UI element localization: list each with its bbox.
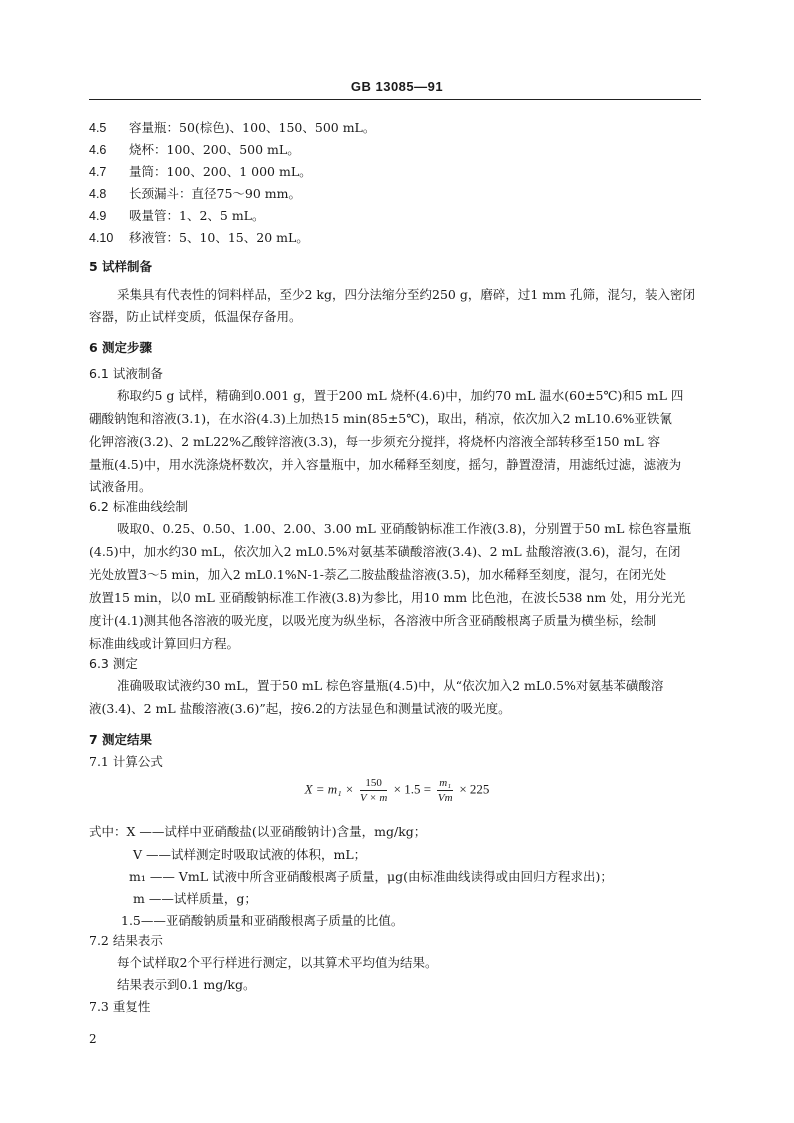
definition-line: m₁ —— VmL 试液中所含亚硝酸根离子质量，μg(由标准曲线读得或由回归方程求出)； (129, 869, 613, 884)
definition-line: V ——试样测定时吸取试液的体积，mL； (133, 847, 367, 862)
calculation-formula: X = m₁ × $\frac{150}{V \times m}$ × 1.5 = $\frac{\text{m₁}}{Vm}$ × 225 (304, 777, 490, 804)
fraction-1: $\frac{150}{V \times m}$ (359, 777, 388, 804)
paragraph-line: (4.5)中，加水约30 mL，依次加入2 mL0.5%对氨基苯磺酸溶液(3.4)、2 mL 盐酸溶液(3.6)，混匀，在闭 (89, 544, 681, 559)
subsection-6-2-title: 6.2 标准曲线绘制 (89, 499, 188, 514)
subsection-6-3-title: 6.3 测定 (89, 656, 138, 671)
section-5-title: 5 试样制备 (89, 259, 153, 274)
subsection-6-1-title: 6.1 试液制备 (89, 366, 163, 381)
header-code: GB 13085—91 (350, 79, 444, 94)
header-rule (89, 99, 701, 100)
paragraph-line: 液(3.4)、2 mL 盐酸溶液(3.6)”起，按6.2的方法显色和测量试液的吸光度。 (89, 701, 511, 716)
paragraph-line: 光处放置3～5 min，加入2 mL0.1%N-1-萘乙二胺盐酸盐溶液(3.5)，加水稀释至刻度，混匀，在闭光处 (89, 567, 667, 582)
list-item: 4.9 吸量管：1、2、5 mL。 (89, 208, 265, 223)
subsection-7-3-title: 7.3 重复性 (89, 999, 151, 1014)
paragraph-line: 化钾溶液(3.2)、2 mL22%乙酸锌溶液(3.3)，每一步须充分搅拌，将烧杯内溶液全部转移至150 mL 容 (89, 434, 661, 449)
paragraph-line: 标准曲线或计算回归方程。 (89, 636, 240, 651)
paragraph-line: 容器，防止试样变质，低温保存备用。 (89, 309, 302, 324)
list-item: 4.10 移液管：5、10、15、20 mL。 (89, 230, 309, 245)
paragraph-line: 结果表示到0.1 mg/kg。 (117, 977, 256, 992)
paragraph-line: 每个试样取2个平行样进行测定，以其算术平均值为结果。 (117, 955, 438, 970)
definition-line: m ——试样质量，g； (133, 891, 257, 906)
paragraph-line: 采集具有代表性的饲料样品，至少2 kg，四分法缩分至约250 g，磨碎，过1 mm 孔筛，混匀，装入密闭 (117, 287, 695, 302)
paragraph-line: 量瓶(4.5)中，用水洗涤烧杯数次，并入容量瓶中，加水稀释至刻度，摇匀，静置澄清，用滤纸过滤，滤液为 (89, 457, 682, 472)
subsection-7-1-title: 7.1 计算公式 (89, 754, 163, 769)
definition-line: 1.5——亚硝酸钠质量和亚硝酸根离子质量的比值。 (121, 913, 404, 928)
list-item: 4.7 量筒：100、200、1 000 mL。 (89, 164, 312, 179)
paragraph-line: 试液备用。 (89, 479, 152, 494)
section-6-title: 6 测定步骤 (89, 340, 153, 355)
list-item: 4.8 长颈漏斗：直径75～90 mm。 (89, 186, 301, 201)
paragraph-line: 度计(4.1)测其他各溶液的吸光度，以吸光度为纵坐标，各溶液中所含亚硝酸根离子质量为横坐标，绘制 (89, 613, 657, 628)
paragraph-line: 准确吸取试液约30 mL，置于50 mL 棕色容量瓶(4.5)中，从“依次加入2 mL0.5%对氨基苯磺酸溶 (117, 678, 664, 693)
list-item: 4.5 容量瓶：50(棕色)、100、150、500 mL。 (89, 120, 376, 135)
section-7-title: 7 测定结果 (89, 732, 153, 747)
paragraph-line: 吸取0、0.25、0.50、1.00、2.00、3.00 mL 亚硝酸钠标准工作液(3.8)，分别置于50 mL 棕色容量瓶 (117, 521, 691, 536)
subsection-7-2-title: 7.2 结果表示 (89, 933, 163, 948)
paragraph-line: 称取约5 g 试样，精确到0.001 g，置于200 mL 烧杯(4.6)中，加约70 mL 温水(60±5℃)和5 mL 四 (117, 388, 684, 403)
definition-line: 式中：X ——试样中亚硝酸盐(以亚硝酸钠计)含量，mg/kg； (89, 824, 427, 839)
page-number: 2 (89, 1032, 97, 1046)
paragraph-line: 硼酸钠饱和溶液(3.1)，在水浴(4.3)上加热15 min(85±5℃)，取出，稍凉，依次加入2 mL10.6%亚铁氰 (89, 411, 672, 426)
fraction-2: $\frac{\text{m₁}}{Vm}$ (437, 777, 453, 804)
list-item: 4.6 烧杯：100、200、500 mL。 (89, 142, 300, 157)
paragraph-line: 放置15 min，以0 mL 亚硝酸钠标准工作液(3.8)为参比，用10 mm 比色池，在波长538 nm 处，用分光光 (89, 590, 686, 605)
